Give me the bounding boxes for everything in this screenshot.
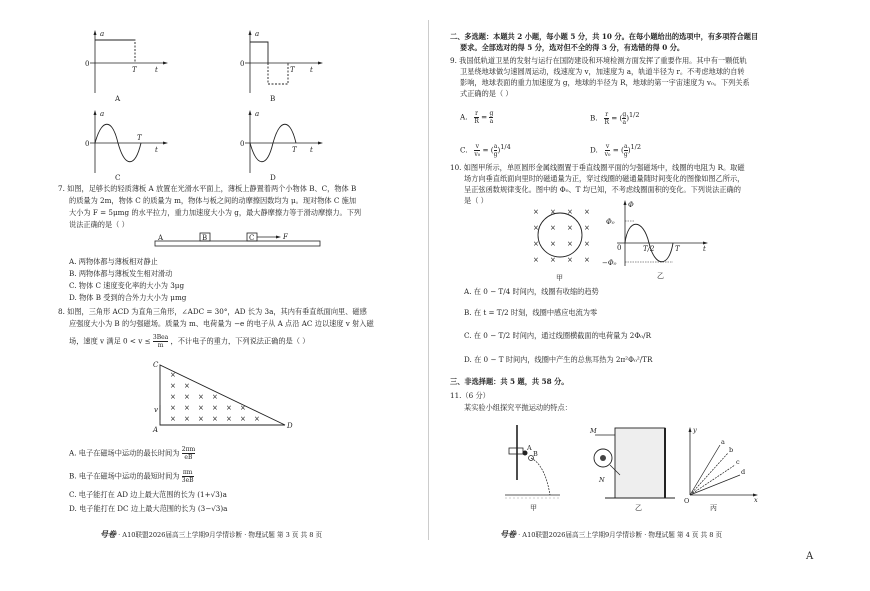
field-cross: × xyxy=(567,240,573,248)
field-cross: × xyxy=(170,371,176,379)
svg-text:T: T xyxy=(290,66,295,74)
field-cross: × xyxy=(198,393,204,401)
field-cross: × xyxy=(170,382,176,390)
field-cross: × xyxy=(533,224,539,232)
q11-head: 11.（6 分） xyxy=(450,391,490,400)
q9-option-c: C. $\frac{v}{\text{v₀}}$ = ( $\frac{a}{g}$ )$^{1/4}$ xyxy=(460,142,511,158)
field-cross: × xyxy=(584,224,590,232)
field-cross: × xyxy=(198,415,204,423)
field-cross: × xyxy=(184,404,190,412)
q11-figure-yi xyxy=(585,420,685,510)
field-cross: × xyxy=(240,404,246,412)
svg-text:M: M xyxy=(590,427,597,435)
field-cross: × xyxy=(212,404,218,412)
svg-text:0: 0 xyxy=(617,244,622,252)
section2-heading-line2: 要求。全部选对的得 5 分，选对但不全的得 3 分，有选错的得 0 分。 xyxy=(460,43,685,52)
q8-velocity-fraction: $\frac{\text{3Bea}}{m}$ xyxy=(152,334,169,349)
svg-text:t: t xyxy=(155,66,158,74)
q9-stem-line1: 9. 我国低轨道卫星的发射与运行在国防建设和环境检测方面发挥了重要作用。其中有一颗低轨 xyxy=(450,56,747,65)
svg-text:t: t xyxy=(155,146,158,154)
q9-option-a: A. $\frac{r}{R}$ = $\frac{g}{a}$ xyxy=(460,110,494,125)
q7-figure xyxy=(150,232,330,252)
svg-text:F: F xyxy=(283,233,288,241)
q10-option-b: B. 在 t = T/2 时刻，线圈中感应电流为零 xyxy=(464,308,598,317)
q11-figure-jia xyxy=(495,420,575,510)
q7-stem-line1: 7. 如图，足够长的轻质薄板 A 放置在光滑水平面上，薄板上静置着两个小物体 B、C，物体 B xyxy=(58,184,357,193)
field-cross: × xyxy=(212,393,218,401)
svg-text:A: A xyxy=(527,444,532,452)
graph-b-label: B xyxy=(270,94,276,103)
section2-heading-line1: 二、多选题：本题共 2 小题，每小题 5 分，共 10 分。在每小题给出的选项中，有多项符合题目 xyxy=(450,32,759,41)
left-page xyxy=(0,0,420,560)
graph-c-label: C xyxy=(115,173,121,182)
q7-option-d: D. 物体 B 受到的合外力大小为 μmg xyxy=(69,293,187,302)
svg-text:t: t xyxy=(703,245,706,253)
svg-text:0: 0 xyxy=(85,60,90,68)
left-footer: 号卷 · A10联盟2026届高三上学期9月学情诊断 · 物理试题 第 3 页 共 8 页 xyxy=(100,529,323,539)
q8-stem-line1: 8. 如图，三角形 ACD 为直角三角形，∠ADC = 30°，AD 长为 3a，其内有垂直纸面向里、磁感 xyxy=(58,307,367,316)
graph-a-label: A xyxy=(115,94,121,103)
svg-text:0: 0 xyxy=(240,140,245,148)
svg-text:N: N xyxy=(599,476,605,484)
svg-text:T/2: T/2 xyxy=(643,245,655,253)
field-cross: × xyxy=(226,404,232,412)
q7-stem-line3: 大小为 F = 5μmg 的水平拉力，重力加速度大小为 g，最大静摩擦力等于滑动摩擦力。下列 xyxy=(69,208,362,217)
field-cross: × xyxy=(550,240,556,248)
svg-text:乙: 乙 xyxy=(635,504,642,512)
q8-option-a: A. 电子在磁场中运动的最长时间为 $\frac{2\pi m}{eB}$ xyxy=(69,446,196,461)
svg-text:x: x xyxy=(754,496,758,504)
field-cross: × xyxy=(226,415,232,423)
svg-text:0: 0 xyxy=(240,60,245,68)
svg-text:−Φ₀: −Φ₀ xyxy=(602,259,617,267)
graph-c xyxy=(85,108,175,178)
svg-text:T: T xyxy=(137,134,142,142)
graph-a-axis-y: a xyxy=(100,30,105,38)
corner-label: A xyxy=(806,551,814,562)
q7-option-b: B. 两物体都与薄板发生相对滑动 xyxy=(69,269,173,278)
field-cross: × xyxy=(184,415,190,423)
field-cross: × xyxy=(567,224,573,232)
field-cross: × xyxy=(170,393,176,401)
svg-text:B: B xyxy=(202,234,208,242)
svg-text:a: a xyxy=(255,30,260,38)
q7-stem-line4: 说法正确的是（ ） xyxy=(69,220,129,229)
svg-text:乙: 乙 xyxy=(657,272,664,280)
svg-text:T: T xyxy=(675,245,680,253)
field-cross: × xyxy=(584,240,590,248)
field-cross: × xyxy=(170,404,176,412)
q9-option-d: D. $\frac{v}{\text{v₀}}$ = ( $\frac{a}{g}$ )$^{1/2}$ xyxy=(590,142,641,158)
q8-stem-line3: 场，速度 v 满足 0 < v ≤ $\frac{\text{3Bea}}{m}$ ，不计电子的重力，下列说法正确的是（ ） xyxy=(69,334,310,349)
field-cross: × xyxy=(584,256,590,264)
field-cross: × xyxy=(567,208,573,216)
svg-text:甲: 甲 xyxy=(556,274,563,282)
field-cross: × xyxy=(550,208,556,216)
q10-stem-line3: 呈正弦函数规律变化。图中的 Φ₀、T 均已知，不考虑线圈面积的变化。下列说法正确的 xyxy=(464,185,741,194)
field-cross: × xyxy=(533,240,539,248)
field-cross: × xyxy=(550,256,556,264)
field-cross: × xyxy=(240,415,246,423)
svg-text:a: a xyxy=(721,438,725,446)
q8-stem-line2: 应强度大小为 B 的匀强磁场。质量为 m、电荷量为 −e 的电子从 A 点沿 AC 边以速度 v 射入磁 xyxy=(69,319,374,328)
q9-stem-line4: 式正确的是（ ） xyxy=(460,89,513,98)
magnetic-field-crosses xyxy=(170,371,260,423)
q10-stem-line1: 10. 如图甲所示，单匝圆形金属线圈置于垂直线圈平面的匀强磁场中，线圈的电阻为 R。取磁 xyxy=(450,163,745,172)
svg-text:y: y xyxy=(693,426,697,434)
q11-stem: 某实验小组探究平抛运动的特点： xyxy=(464,403,572,412)
q9-option-b: B. $\frac{r}{R}$ = ( $\frac{g}{a}$ )$^{1/2}$ xyxy=(590,110,640,126)
q9-stem-line3: 影响，地球表面的重力加速度为 g，地球的半径为 R，地球的第一宇宙速度为 v₀。下列关系 xyxy=(460,78,750,87)
q8-option-c: C. 电子能打在 AD 边上最大范围的长为 (1+√3)a xyxy=(69,490,227,499)
svg-text:T: T xyxy=(292,146,297,154)
graph-a xyxy=(85,28,175,98)
footer-logo: 号卷 xyxy=(500,529,516,539)
svg-text:c: c xyxy=(736,458,740,466)
field-cross: × xyxy=(567,256,573,264)
q10-field-crosses xyxy=(533,208,590,264)
svg-text:t: t xyxy=(310,146,313,154)
field-cross: × xyxy=(170,415,176,423)
svg-text:b: b xyxy=(729,446,734,454)
field-cross: × xyxy=(533,256,539,264)
svg-text:a: a xyxy=(100,110,105,118)
q10-option-c: C. 在 0 − T/2 时间内，通过线圈横截面的电荷量为 2Φ₀/R xyxy=(464,331,651,340)
right-footer: 号卷 · A10联盟2026届高三上学期9月学情诊断 · 物理试题 第 4 页 共 8 页 xyxy=(500,529,723,539)
graph-d xyxy=(240,108,330,178)
q7-option-a: A. 两物体都与薄板相对静止 xyxy=(69,257,158,266)
field-cross: × xyxy=(254,415,260,423)
svg-text:Φ: Φ xyxy=(628,201,634,209)
field-cross: × xyxy=(533,208,539,216)
section3-heading: 三、非选择题：共 5 题，共 58 分。 xyxy=(450,377,569,386)
field-cross: × xyxy=(584,208,590,216)
svg-text:d: d xyxy=(741,468,746,476)
page-divider xyxy=(428,20,429,540)
footer-logo: 号卷 xyxy=(100,529,116,539)
field-cross: × xyxy=(198,404,204,412)
svg-text:D: D xyxy=(287,422,293,430)
field-cross: × xyxy=(184,382,190,390)
svg-text:A: A xyxy=(158,234,164,242)
svg-text:丙: 丙 xyxy=(710,504,717,512)
q8-option-b: B. 电子在磁场中运动的最短时间为 $\frac{\pi m}{3eB}$ xyxy=(69,469,194,484)
svg-text:C: C xyxy=(153,361,159,369)
graph-b xyxy=(240,28,330,98)
graph-d-label: D xyxy=(270,173,276,182)
svg-text:Φ₀: Φ₀ xyxy=(606,218,615,226)
field-cross: × xyxy=(212,415,218,423)
svg-text:O: O xyxy=(684,497,690,505)
svg-text:B: B xyxy=(533,450,538,458)
q8-triangle-figure xyxy=(150,360,300,435)
q9-stem-line2: 卫星绕地球做匀速圆周运动，线速度为 v，加速度为 a，轨道半径为 r。不考虑地球的自转 xyxy=(460,67,745,76)
svg-text:C: C xyxy=(249,234,255,242)
svg-text:T: T xyxy=(132,66,137,74)
q11-figure-bing xyxy=(680,420,760,510)
svg-text:甲: 甲 xyxy=(530,504,537,512)
q10-coil-figure xyxy=(525,200,605,280)
field-cross: × xyxy=(550,224,556,232)
q7-option-c: C. 物体 C 速度变化率的大小为 3μg xyxy=(69,281,185,290)
svg-text:t: t xyxy=(310,66,313,74)
q10-stem-line2: 场方向垂直纸面向里时的磁通量为正，穿过线圈的磁通量随时间变化的图像如图乙所示， xyxy=(464,174,745,183)
q10-option-d: D. 在 0 − T 时间内，线圈中产生的总焦耳热为 2π²Φ₀²/TR xyxy=(464,355,653,364)
q10-flux-graph xyxy=(602,198,715,280)
q8-option-d: D. 电子能打在 DC 边上最大范围的长为 (3−√3)a xyxy=(69,504,228,513)
field-cross: × xyxy=(184,393,190,401)
svg-text:A: A xyxy=(153,426,159,434)
q10-stem-line4: 是（ ） xyxy=(464,196,488,205)
svg-text:a: a xyxy=(255,110,260,118)
svg-text:0: 0 xyxy=(85,140,90,148)
right-page xyxy=(430,0,850,560)
q7-stem-line2: 的质量为 2m，物体 C 的质量为 m，物体与板之间的动摩擦因数均为 μ。现对物体 C 施加 xyxy=(69,196,357,205)
svg-text:v: v xyxy=(154,406,158,414)
q10-option-a: A. 在 0 − T/4 时间内，线圈有收缩的趋势 xyxy=(464,287,599,296)
